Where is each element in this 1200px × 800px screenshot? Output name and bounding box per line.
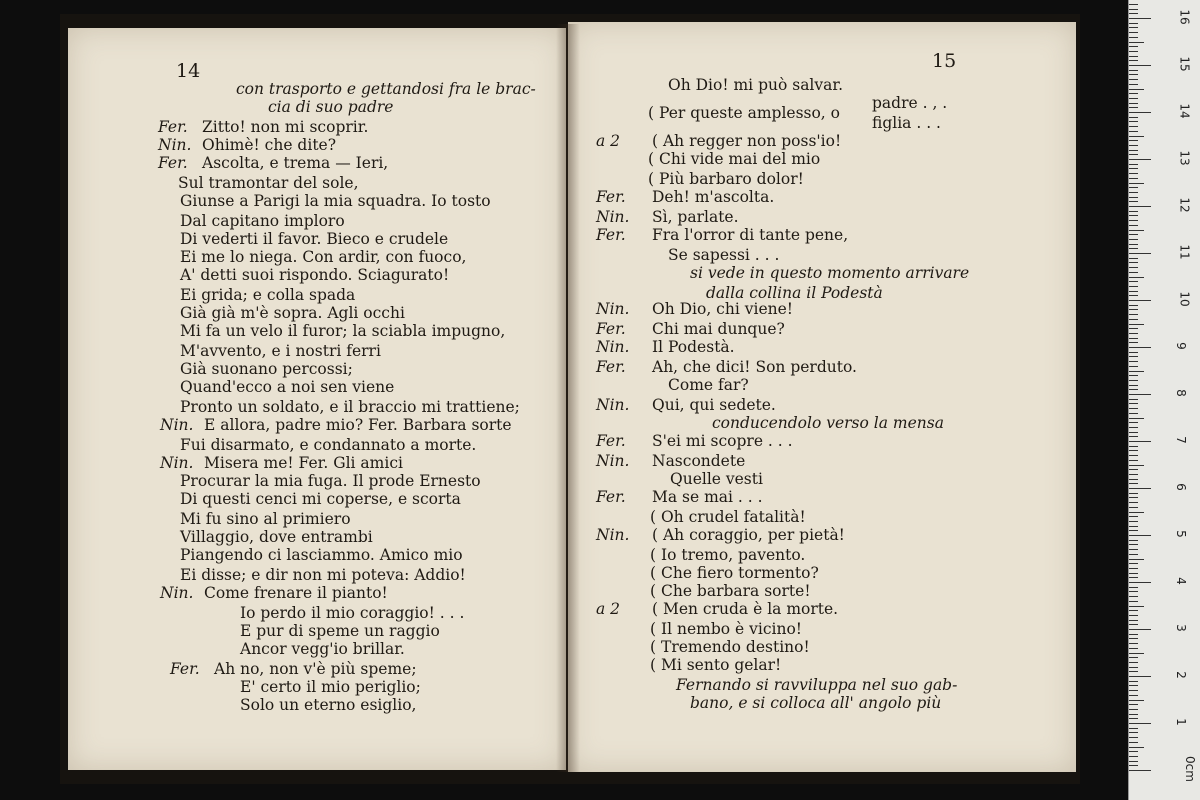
ruler-label: 3: [1173, 624, 1188, 632]
ruler-tick: [1129, 121, 1138, 122]
ruler-tick: [1129, 474, 1138, 475]
left-text-line: Ancor vegg'io brillar.: [240, 640, 405, 658]
ruler-tick: [1129, 126, 1138, 127]
ruler-tick: [1129, 277, 1144, 278]
ruler-tick: [1129, 215, 1138, 216]
ruler-tick: [1129, 206, 1151, 207]
ruler-tick: [1129, 291, 1138, 292]
ruler-tick: [1129, 394, 1151, 395]
left-speaker-label: Nin.: [160, 416, 194, 434]
ruler-tick: [1129, 371, 1144, 372]
left-text-line: Solo un eterno esiglio,: [240, 696, 417, 714]
ruler-tick: [1129, 507, 1138, 508]
ruler-tick: [1129, 695, 1138, 696]
ruler-tick: [1129, 418, 1144, 419]
ruler-tick: [1129, 220, 1138, 221]
ruler-tick: [1129, 23, 1138, 24]
ruler-tick: [1129, 704, 1138, 705]
ruler-tick: [1129, 582, 1151, 583]
ruler-label: 7: [1173, 436, 1188, 444]
right-text-line: Se sapessi . . .: [668, 246, 780, 264]
ruler-tick: [1129, 65, 1151, 66]
right-text-line: ( Ah coraggio, per pietà!: [652, 526, 845, 544]
left-text-line: Già già m'è sopra. Agli occhi: [180, 304, 405, 322]
ruler-tick: [1129, 399, 1138, 400]
ruler-tick: [1129, 272, 1138, 273]
ruler-tick: [1129, 483, 1138, 484]
ruler-tick: [1129, 60, 1138, 61]
right-text-line: Chi mai dunque?: [652, 320, 785, 338]
ruler-tick: [1129, 732, 1138, 733]
ruler-tick: [1129, 450, 1138, 451]
ruler-tick: [1129, 253, 1151, 254]
ruler-tick: [1129, 131, 1138, 132]
ruler-label: 10: [1177, 291, 1192, 307]
ruler-tick: [1129, 728, 1138, 729]
ruler-tick: [1129, 747, 1144, 748]
ruler-tick: [1129, 770, 1151, 771]
ruler-tick: [1129, 192, 1138, 193]
ruler-tick: [1129, 211, 1138, 212]
ruler-tick: [1129, 234, 1138, 235]
ruler-tick: [1129, 681, 1138, 682]
ruler-tick: [1129, 145, 1138, 146]
ruler-tick: [1129, 385, 1138, 386]
ruler-tick: [1129, 178, 1138, 179]
ruler-tick: [1129, 267, 1138, 268]
left-text-line: Pronto un soldato, e il braccio mi trattiene;: [180, 398, 520, 416]
left-speaker-label: Nin.: [160, 584, 194, 602]
ruler-tick: [1129, 765, 1138, 766]
ruler-tick: [1129, 4, 1138, 5]
ruler-tick: [1129, 493, 1138, 494]
ruler-tick: [1129, 667, 1138, 668]
ruler-tick: [1129, 620, 1138, 621]
ruler-tick: [1129, 657, 1138, 658]
left-text-line: Sul tramontar del sole,: [178, 174, 359, 192]
left-text-line: Fui disarmato, e condannato a morte.: [180, 436, 477, 454]
ruler-tick: [1129, 112, 1151, 113]
ruler-tick: [1129, 530, 1138, 531]
ruler-tick: [1129, 140, 1138, 141]
ruler-tick: [1129, 554, 1138, 555]
ruler-tick: [1129, 295, 1138, 296]
ruler-tick: [1129, 164, 1138, 165]
ruler-tick: [1129, 446, 1138, 447]
left-speaker-label: Fer.: [158, 118, 188, 136]
ruler-tick: [1129, 281, 1138, 282]
ruler-tick: [1129, 366, 1138, 367]
ruler-tick: [1129, 601, 1138, 602]
ruler-tick: [1129, 413, 1138, 414]
left-speaker-label: Nin.: [160, 454, 194, 472]
right-text-line: S'ei mi scopre . . .: [652, 432, 793, 450]
ruler-tick: [1129, 587, 1138, 588]
ruler-tick: [1129, 573, 1138, 574]
ruler-tick: [1129, 333, 1138, 334]
ruler-tick: [1129, 718, 1138, 719]
ruler-label: 6: [1173, 483, 1188, 491]
ruler-tick: [1129, 761, 1138, 762]
right-text-line: Sì, parlate.: [652, 208, 739, 226]
right-speaker-label: Nin.: [596, 338, 630, 356]
ruler-label: 13: [1177, 150, 1192, 166]
ruler-tick: [1129, 183, 1144, 184]
left-text-line: M'avvento, e i nostri ferri: [180, 342, 381, 360]
right-stage-direction: si vede in questo momento arrivare: [690, 264, 970, 282]
left-text-line: Ei grida; e colla spada: [180, 286, 356, 304]
right-text-line: Oh Dio! mi può salvar.: [668, 76, 844, 94]
ruler-tick: [1129, 549, 1138, 550]
ruler-tick: [1129, 375, 1138, 376]
right-text-line: ( Che barbara sorte!: [650, 582, 811, 600]
ruler-tick: [1129, 347, 1151, 348]
ruler-tick: [1129, 723, 1151, 724]
ruler-tick: [1129, 117, 1138, 118]
ruler-tick: [1129, 488, 1151, 489]
ruler-tick: [1129, 544, 1138, 545]
ruler-tick: [1129, 709, 1138, 710]
right-speaker-label: Fer.: [596, 188, 626, 206]
left-text-line: Ah no, non v'è più speme;: [214, 660, 417, 678]
ruler-tick: [1129, 46, 1138, 47]
ruler-tick: [1129, 93, 1138, 94]
right-stage-direction: dalla collina il Podestà: [706, 284, 883, 302]
ruler-tick: [1129, 136, 1144, 137]
ruler-tick: [1129, 74, 1138, 75]
left-text-line: Dal capitano imploro: [180, 212, 345, 230]
ruler-tick: [1129, 309, 1138, 310]
left-stage-direction: cia di suo padre: [268, 98, 394, 116]
ruler-tick: [1129, 159, 1151, 160]
right-text-line: Fra l'orror di tante pene,: [652, 226, 849, 244]
left-text-line: Di questi cenci mi coperse, e scorta: [180, 490, 461, 508]
ruler-tick: [1129, 671, 1138, 672]
right-speaker-label: a 2: [596, 132, 621, 150]
ruler-tick: [1129, 432, 1138, 433]
ruler-tick: [1129, 469, 1138, 470]
ruler-tick: [1129, 648, 1138, 649]
ruler-tick: [1129, 70, 1138, 71]
ruler-tick: [1129, 338, 1138, 339]
ruler-tick: [1129, 27, 1138, 28]
ruler-tick: [1129, 356, 1138, 357]
ruler-label: 14: [1177, 103, 1192, 119]
ruler-tick: [1129, 389, 1138, 390]
ruler-tick: [1129, 9, 1138, 10]
left-text-line: Ei disse; e dir non mi poteva: Addio!: [180, 566, 466, 584]
ruler-tick: [1129, 408, 1138, 409]
ruler-tick: [1129, 662, 1138, 663]
right-text-line: Oh Dio, chi viene!: [652, 300, 794, 318]
right-text-line: Ma se mai . . .: [652, 488, 763, 506]
right-text-line: ( Men cruda è la morte.: [652, 600, 839, 618]
right-speaker-label: Fer.: [596, 226, 626, 244]
left-speaker-label: Fer.: [170, 660, 200, 678]
ruler-tick: [1129, 634, 1138, 635]
ruler-tick: [1129, 521, 1138, 522]
ruler-tick: [1129, 629, 1151, 630]
ruler-tick: [1129, 84, 1138, 85]
ruler-tick: [1129, 540, 1138, 541]
ruler-tick: [1129, 591, 1138, 592]
left-text-line: Ohimè! che dite?: [202, 136, 337, 154]
ruler-tick: [1129, 427, 1138, 428]
ruler-tick: [1129, 497, 1138, 498]
right-speaker-label: Nin.: [596, 300, 630, 318]
ruler-tick: [1129, 352, 1138, 353]
right-text-line: padre . , .: [872, 94, 948, 112]
ruler-tick: [1129, 516, 1138, 517]
left-text-line: Ei me lo niega. Con ardir, con fuoco,: [180, 248, 467, 266]
ruler-label: 15: [1177, 56, 1192, 72]
ruler-tick: [1129, 168, 1138, 169]
left-text-line: Mi fu sino al primiero: [180, 510, 351, 528]
ruler-tick: [1129, 624, 1138, 625]
left-stage-direction: con trasporto e gettandosi fra le brac-: [236, 80, 536, 98]
ruler-tick: [1129, 258, 1138, 259]
ruler-tick: [1129, 690, 1138, 691]
ruler-tick: [1129, 98, 1138, 99]
ruler-tick: [1129, 563, 1138, 564]
ruler-tick: [1129, 568, 1138, 569]
ruler-label: 0cm: [1182, 756, 1197, 782]
ruler-tick: [1129, 700, 1144, 701]
right-text-line: ( Mi sento gelar!: [650, 656, 782, 674]
left-text-line: Zitto! non mi scoprir.: [202, 118, 369, 136]
ruler-tick: [1129, 742, 1138, 743]
ruler-tick: [1129, 653, 1144, 654]
left-text-line: A' detti suoi rispondo. Sciagurato!: [180, 266, 450, 284]
left-text-line: Come frenare il pianto!: [204, 584, 388, 602]
ruler-tick: [1129, 225, 1138, 226]
left-text-line: Di vederti il favor. Bieco e crudele: [180, 230, 449, 248]
ruler-label: 2: [1173, 671, 1188, 679]
ruler-tick: [1129, 559, 1144, 560]
ruler-tick: [1129, 79, 1138, 80]
ruler-tick: [1129, 441, 1151, 442]
right-text-line: Deh! m'ascolta.: [652, 188, 775, 206]
left-text-line: Giunse a Parigi la mia squadra. Io tosto: [180, 192, 491, 210]
ruler-tick: [1129, 751, 1138, 752]
ruler-tick: [1129, 305, 1138, 306]
ruler-tick: [1129, 422, 1138, 423]
left-text-line: Quand'ecco a noi sen viene: [180, 378, 395, 396]
ruler-tick: [1129, 643, 1138, 644]
ruler-tick: [1129, 615, 1138, 616]
left-text-line: Misera me! Fer. Gli amici: [204, 454, 403, 472]
ruler-tick: [1129, 535, 1151, 536]
right-text-line: ( Tremendo destino!: [650, 638, 810, 656]
ruler-tick: [1129, 37, 1138, 38]
ruler-tick: [1129, 455, 1138, 456]
right-speaker-label: Fer.: [596, 432, 626, 450]
ruler-tick: [1129, 756, 1138, 757]
left-text-line: Ascolta, e trema — Ieri,: [202, 154, 389, 172]
measuring-ruler: [1128, 0, 1200, 800]
ruler-tick: [1129, 248, 1138, 249]
ruler-tick: [1129, 324, 1144, 325]
ruler-tick: [1129, 18, 1151, 19]
right-text-line: ( Per queste amplesso, o: [648, 104, 840, 122]
ruler-label: 12: [1177, 197, 1192, 213]
ruler-tick: [1129, 103, 1138, 104]
left-text-line: Piangendo ci lasciammo. Amico mio: [180, 546, 463, 564]
right-text-line: Nascondete: [652, 452, 746, 470]
right-text-line: ( Che fiero tormento?: [650, 564, 819, 582]
ruler-tick: [1129, 737, 1138, 738]
ruler-tick: [1129, 187, 1138, 188]
right-text-line: Quelle vesti: [670, 470, 763, 488]
ruler-tick: [1129, 201, 1138, 202]
left-speaker-label: Fer.: [158, 154, 188, 172]
left-text-line: Villaggio, dove entrambi: [180, 528, 373, 546]
ruler-tick: [1129, 479, 1138, 480]
left-page-number: 14: [176, 60, 201, 82]
left-text-line: E pur di speme un raggio: [240, 622, 440, 640]
ruler-tick: [1129, 154, 1138, 155]
ruler-label: 8: [1173, 389, 1188, 397]
right-speaker-label: Fer.: [596, 320, 626, 338]
ruler-tick: [1129, 403, 1138, 404]
right-speaker-label: Nin.: [596, 208, 630, 226]
ruler-tick: [1129, 107, 1138, 108]
right-text-line: ( Il nembo è vicino!: [650, 620, 803, 638]
right-text-line: Qui, qui sedete.: [652, 396, 776, 414]
right-text-line: Il Podestà.: [652, 338, 735, 356]
right-stage-direction: conducendolo verso la mensa: [712, 414, 944, 432]
ruler-tick: [1129, 244, 1138, 245]
right-speaker-label: Nin.: [596, 396, 630, 414]
right-page-number: 15: [932, 50, 957, 72]
book-gutter: [556, 24, 580, 772]
right-speaker-label: a 2: [596, 600, 621, 618]
ruler-tick: [1129, 51, 1138, 52]
ruler-tick: [1129, 89, 1144, 90]
right-text-line: ( Più barbaro dolor!: [648, 170, 804, 188]
ruler-label: 16: [1177, 9, 1192, 25]
ruler-tick: [1129, 342, 1138, 343]
ruler-tick: [1129, 56, 1138, 57]
left-text-line: E' certo il mio periglio;: [240, 678, 421, 696]
left-text-line: Mi fa un velo il furor; la sciabla impugno,: [180, 322, 506, 340]
ruler-tick: [1129, 526, 1138, 527]
right-speaker-label: Fer.: [596, 488, 626, 506]
ruler-tick: [1129, 314, 1138, 315]
ruler-tick: [1129, 436, 1138, 437]
ruler-tick: [1129, 596, 1138, 597]
ruler-tick: [1129, 13, 1138, 14]
ruler-tick: [1129, 32, 1138, 33]
right-text-line: Come far?: [668, 376, 749, 394]
ruler-tick: [1129, 300, 1151, 301]
right-text-line: ( Chi vide mai del mio: [648, 150, 821, 168]
ruler-tick: [1129, 606, 1144, 607]
right-text-line: ( Oh crudel fatalità!: [650, 508, 806, 526]
left-text-line: Io perdo il mio coraggio! . . .: [240, 604, 465, 622]
left-speaker-label: Nin.: [158, 136, 192, 154]
ruler-tick: [1129, 319, 1138, 320]
ruler-tick: [1129, 361, 1138, 362]
right-text-line: figlia . . .: [872, 114, 941, 132]
left-text-line: Procurar la mia fuga. Il prode Ernesto: [180, 472, 481, 490]
ruler-tick: [1129, 577, 1138, 578]
right-speaker-label: Nin.: [596, 526, 630, 544]
ruler-tick: [1129, 714, 1138, 715]
ruler-tick: [1129, 380, 1138, 381]
right-text-line: ( Ah regger non poss'io!: [652, 132, 842, 150]
ruler-tick: [1129, 502, 1138, 503]
ruler-label: 1: [1173, 718, 1188, 726]
right-stage-direction: Fernando si ravviluppa nel suo gab-: [676, 676, 958, 694]
left-text-line: Già suonano percossi;: [180, 360, 353, 378]
right-speaker-label: Fer.: [596, 358, 626, 376]
right-text-line: Ah, che dici! Son perduto.: [652, 358, 857, 376]
left-text-line: E allora, padre mio? Fer. Barbara sorte: [204, 416, 512, 434]
ruler-tick: [1129, 638, 1138, 639]
right-stage-direction: bano, e si colloca all' angolo più: [690, 694, 942, 712]
ruler-tick: [1129, 150, 1138, 151]
ruler-label: 4: [1173, 577, 1188, 585]
right-speaker-label: Nin.: [596, 452, 630, 470]
ruler-tick: [1129, 610, 1138, 611]
ruler-tick: [1129, 42, 1144, 43]
ruler-label: 5: [1173, 530, 1188, 538]
ruler-tick: [1129, 685, 1138, 686]
ruler-tick: [1129, 173, 1138, 174]
ruler-tick: [1129, 676, 1151, 677]
ruler-tick: [1129, 328, 1138, 329]
ruler-tick: [1129, 262, 1138, 263]
ruler-tick: [1129, 239, 1138, 240]
ruler-tick: [1129, 197, 1138, 198]
right-text-line: ( Io tremo, pavento.: [650, 546, 806, 564]
ruler-label: 9: [1173, 342, 1188, 350]
ruler-tick: [1129, 465, 1144, 466]
ruler-tick: [1129, 460, 1138, 461]
ruler-label: 11: [1177, 244, 1192, 260]
ruler-tick: [1129, 286, 1138, 287]
ruler-tick: [1129, 512, 1144, 513]
ruler-tick: [1129, 230, 1144, 231]
